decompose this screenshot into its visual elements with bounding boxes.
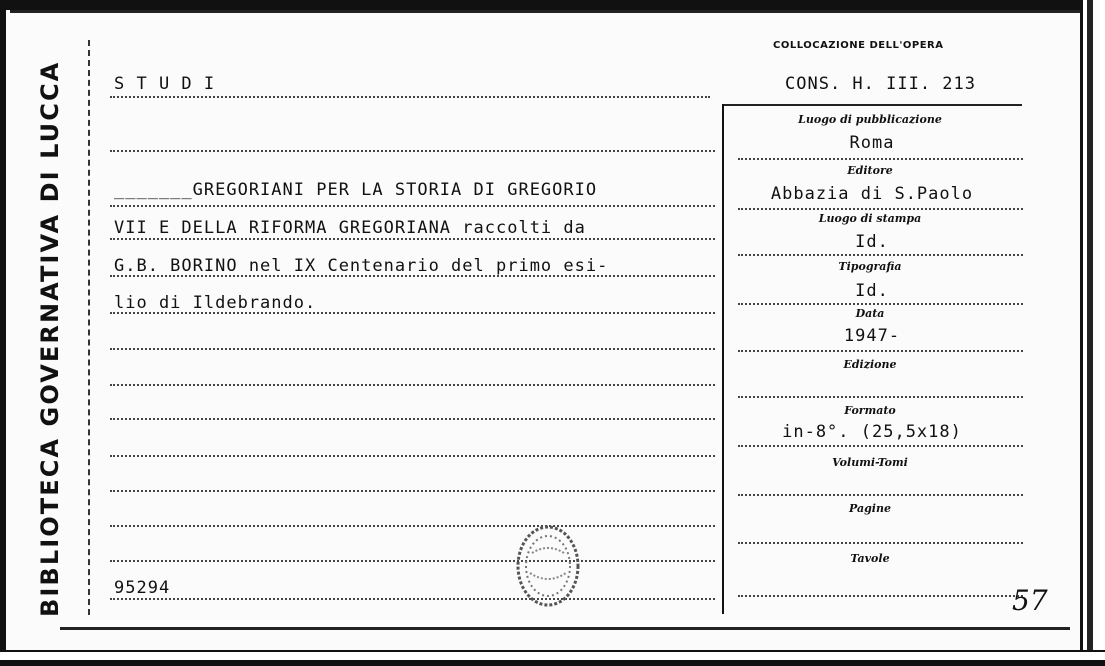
subject-heading: S T U D I (114, 74, 216, 94)
shelfmark: CONS. H. III. 213 (785, 74, 976, 94)
left-margin-rule (88, 40, 90, 615)
field-rule (738, 303, 1023, 305)
body-rule (110, 205, 715, 207)
field-label-edizione: Edizione (843, 358, 897, 371)
field-rule (738, 396, 1023, 398)
field-label-formato: Formato (844, 404, 896, 417)
field-label-pagine: Pagine (849, 502, 891, 515)
body-rule (110, 560, 715, 562)
column-divider (722, 104, 724, 614)
body-rule (110, 455, 715, 457)
field-rule (738, 158, 1023, 160)
title-line: lio di Ildebrando. (114, 293, 317, 313)
body-rule (110, 348, 715, 350)
field-label-data: Data (855, 307, 885, 320)
bottom-rule (60, 627, 1070, 630)
collocazione-header: COLLOCAZIONE DELL'OPERA (773, 40, 944, 51)
field-rule (738, 254, 1023, 256)
field-value-luogo-stampa: Id. (855, 232, 889, 252)
inventory-number: 95294 (114, 578, 171, 598)
card-bottom-border (0, 650, 1105, 666)
field-label-tipografia: Tipografia (838, 260, 902, 273)
field-value-tipografia: Id. (855, 281, 889, 301)
title-line: G.B. BORINO nel IX Centenario del primo esi- (114, 256, 609, 276)
field-value-formato: in-8°. (25,5x18) (782, 422, 962, 442)
subject-rule (110, 96, 710, 98)
body-rule (110, 238, 715, 240)
field-label-tavole: Tavole (850, 552, 890, 565)
field-label-luogo-pubblicazione: Luogo di pubblicazione (798, 113, 942, 126)
field-rule (738, 208, 1023, 210)
body-rule (110, 150, 715, 152)
card-right-border (1080, 0, 1105, 666)
field-label-luogo-stampa: Luogo di stampa (818, 212, 922, 225)
body-rule (110, 418, 715, 420)
library-stamp-icon (512, 523, 584, 609)
handwritten-number: 57 (1012, 584, 1048, 617)
title-line: _______GREGORIANI PER LA STORIA DI GREGORIO (114, 180, 598, 200)
body-rule (110, 598, 715, 600)
field-rule (738, 350, 1023, 352)
card-top-border (0, 0, 1105, 10)
field-rule (738, 542, 1023, 544)
body-rule (110, 384, 715, 386)
field-value-data: 1947- (843, 326, 901, 346)
field-rule (738, 445, 1023, 447)
field-label-volumi-tomi: Volumi-Tomi (832, 456, 908, 469)
card-top-inner-border (10, 10, 1080, 13)
title-line: VII E DELLA RIFORMA GREGORIANA raccolti da (114, 218, 586, 238)
field-label-editore: Editore (847, 164, 893, 177)
field-value-luogo-pubblicazione: Roma (849, 133, 895, 153)
field-rule (738, 595, 1023, 597)
shelfmark-rule (722, 104, 1022, 106)
body-rule (110, 490, 715, 492)
card-left-border (0, 0, 6, 666)
body-rule (110, 525, 715, 527)
field-rule (738, 494, 1023, 496)
library-name: BIBLIOTECA GOVERNATIVA DI LUCCA (36, 60, 64, 617)
field-value-editore: Abbazia di S.Paolo (770, 184, 974, 204)
